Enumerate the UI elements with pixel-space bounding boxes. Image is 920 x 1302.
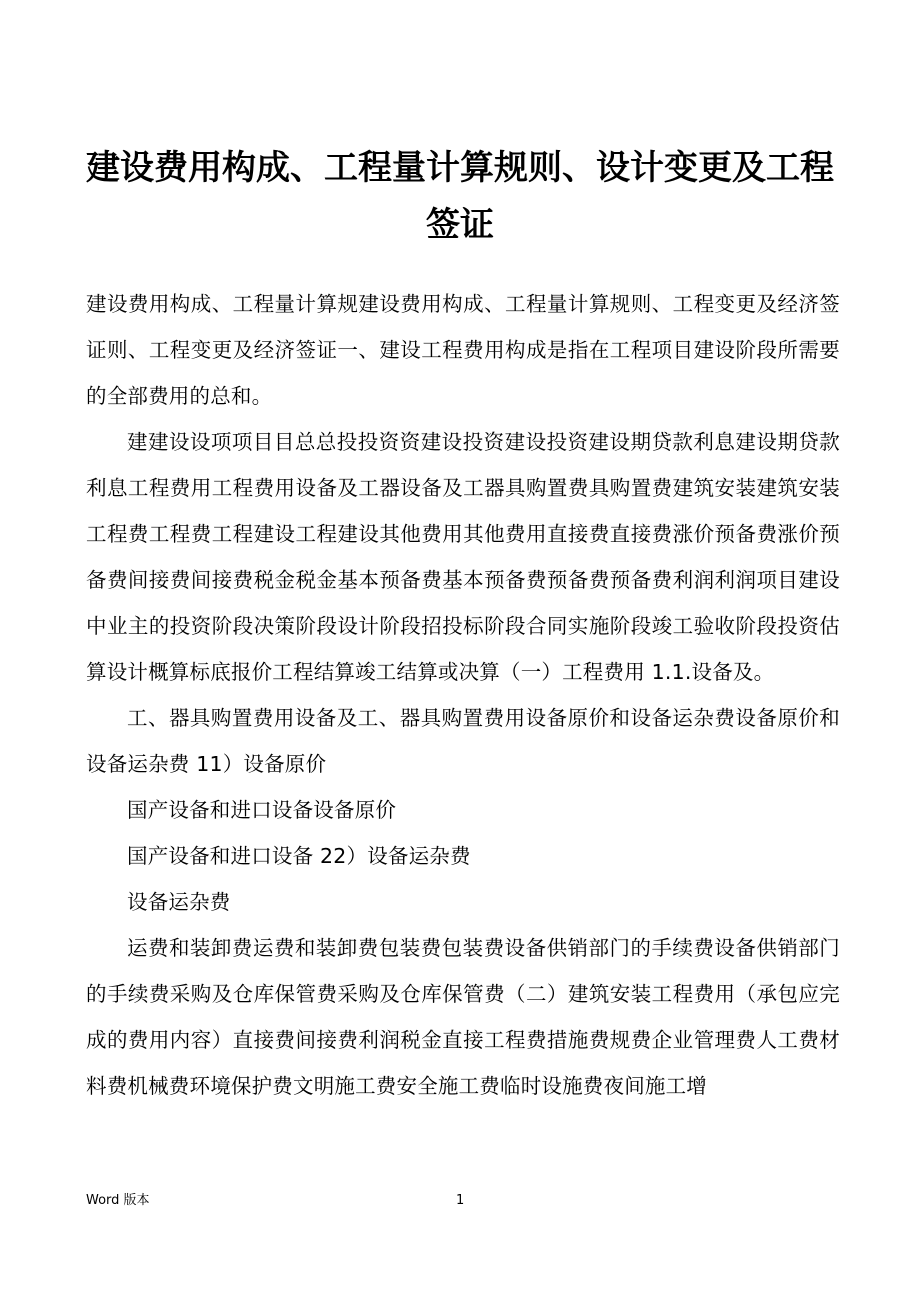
paragraph-domestic-imported-price: 国产设备和进口设备设备原价	[127, 798, 397, 822]
document-title: 建设费用构成、工程量计算规则、设计变更及工程签证	[86, 148, 834, 245]
paragraph-domestic-imported-freight: 国产设备和进口设备 22）设备运杂费	[127, 844, 471, 868]
paragraph-intro: 建设费用构成、工程量计算规建设费用构成、工程量计算规则、工程变更及经济签证则、工程变更及经济签证一、建设工程费用构成是指在工程项目建设阶段所需要的全部费用的总和。	[86, 292, 840, 408]
paragraph-equipment-purchase: 工、器具购置费用设备及工、器具购置费用设备原价和设备运杂费设备原价和设备运杂费 11）设备原价	[86, 706, 840, 776]
document-body	[86, 281, 840, 1109]
paragraph-freight-heading: 设备运杂费	[127, 890, 231, 914]
paragraph-investment-structure: 建建设设项项目目总总投投资资建设投资建设投资建设期贷款利息建设期贷款利息工程费用工程费用设备及工器设备及工器具购置费具购置费建筑安装建筑安装工程费工程费工程建设工程建设其他费用其他费用直接费直接费涨价预备费涨价预备费间接费间接费税金税金基本预备费基本预备费预备费预备费利润利润项目建设中业主的投资阶段决策阶段设计阶段招投标阶段合同实施阶段竣工验收阶段投资估算设计概算标底报价工程结算竣工结算或决算（一）工程费用 1.1.设备及。	[86, 430, 840, 684]
footer-label: Word 版本	[86, 1193, 150, 1208]
paragraph-freight-details: 运费和装卸费运费和装卸费包装费包装费设备供销部门的手续费设备供销部门的手续费采购及仓库保管费采购及仓库保管费（二）建筑安装工程费用（承包应完成的费用内容）直接费间接费利润税金直接工程费措施费规费企业管理费人工费材料费机械费环境保护费文明施工费安全施工费临时设施费夜间施工增	[86, 936, 840, 1098]
page-number: 1	[456, 1193, 465, 1208]
